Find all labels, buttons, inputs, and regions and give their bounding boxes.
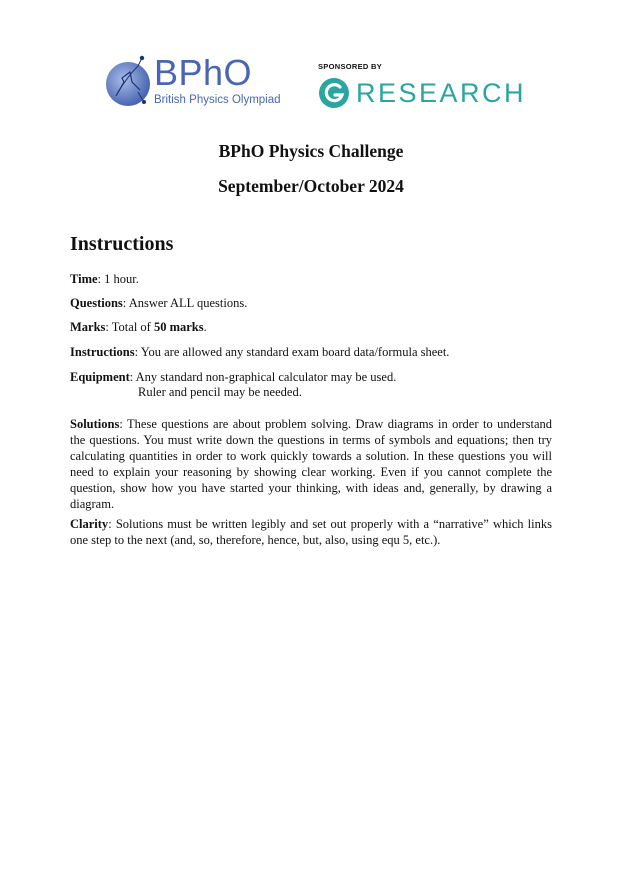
page-title: BPhO Physics Challenge xyxy=(218,141,404,161)
instructions-heading: Instructions xyxy=(70,233,174,255)
g-research-logo xyxy=(318,77,528,111)
clarity-paragraph xyxy=(70,516,552,548)
marks-text-after: . xyxy=(203,320,207,334)
clarity-label: Clarity xyxy=(70,517,109,531)
instructions-line xyxy=(70,345,449,360)
instructions-label: Instructions xyxy=(70,345,135,359)
bpho-subtitle: British Physics Olympiad xyxy=(154,94,281,106)
solutions-label: Solutions xyxy=(70,417,120,431)
time-line xyxy=(70,272,139,287)
bpho-title: BPhO xyxy=(154,52,253,93)
bpho-wordmark xyxy=(154,54,281,107)
equipment-label: Equipment xyxy=(70,370,130,384)
sponsored-by-label: SPONSORED BY xyxy=(318,62,383,71)
questions-label: Questions xyxy=(70,296,123,310)
equipment-line xyxy=(70,370,396,385)
clarity-text: : Solutions must be written legibly and set out properly with a “narrative” which links one step to the next (and, so, therefore, hence, but, also, using equ 5, etc.). xyxy=(70,517,552,547)
solutions-paragraph xyxy=(70,416,552,512)
time-label: Time xyxy=(70,272,98,286)
time-text: : 1 hour. xyxy=(97,272,139,286)
marks-text-before: : Total of xyxy=(105,320,154,334)
solutions-text: : These questions are about problem solving. Draw diagrams in order to understand the questions. You must write down the questions in terms of symbols and equations; then try calculating quantities in order to work quickly towards a solution. In these questions you will need to explain your reasoning by showing clear working. Even if you cannot complete the question, show how you have started your thinking, with ideas and, generally, by drawing a diagram. xyxy=(70,417,552,511)
questions-line xyxy=(70,296,247,311)
marks-line xyxy=(70,320,207,335)
equipment-text-2: Ruler and pencil may be needed. xyxy=(138,385,302,399)
page-date: September/October 2024 xyxy=(218,176,404,196)
marks-total: 50 marks xyxy=(153,320,204,334)
equipment-text-1: : Any standard non-graphical calculator may be used. xyxy=(129,370,397,384)
sponsor-logo xyxy=(318,62,527,108)
bpho-logo xyxy=(102,52,302,114)
instructions-text: : You are allowed any standard exam board data/formula sheet. xyxy=(134,345,450,359)
g-research-icon xyxy=(318,77,350,109)
header-logos xyxy=(0,0,622,130)
sponsor-name: RESEARCH xyxy=(356,78,527,108)
marks-label: Marks xyxy=(70,320,106,334)
questions-text: : Answer ALL questions. xyxy=(122,296,248,310)
